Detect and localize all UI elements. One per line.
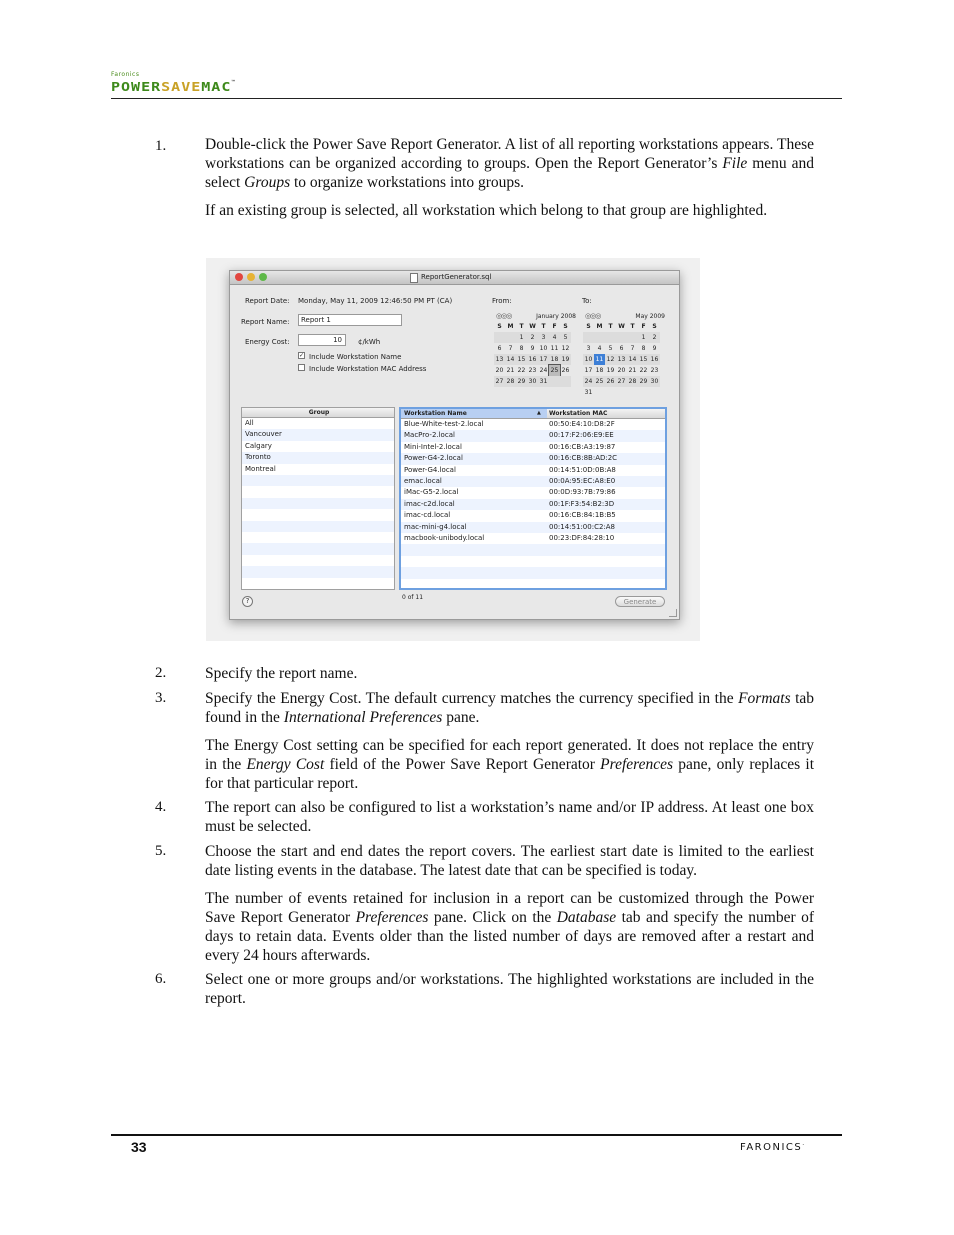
calendar-day[interactable]: 27 [617,378,626,385]
logo-tm: ™ [231,79,236,85]
calendar-day[interactable]: 9 [530,345,535,352]
workstation-row[interactable] [401,567,665,578]
calendar-day[interactable]: 20 [495,367,504,374]
from-label: From: [492,297,512,305]
selection-count: 0 of 11 [402,594,424,601]
generate-button[interactable]: Generate [615,596,665,607]
step-number: 6. [155,971,167,987]
calendar-weekday: S [586,323,591,330]
step-1-note: If an existing group is selected, all workstation which belong to that group are highlighted. [205,202,768,219]
calendar-day[interactable]: 10 [539,345,548,352]
calendar-day[interactable]: 4 [549,332,560,343]
workstation-row[interactable] [401,579,665,590]
group-name: Montreal [245,464,276,473]
calendar-weekday: W [618,323,625,330]
workstation-table[interactable] [399,407,667,590]
energy-unit-label: ¢/kWh [358,338,381,346]
calendar-day [594,332,605,343]
calendar-day[interactable]: 1 [516,332,527,343]
calendar-weekday: T [519,323,524,330]
to-calendar[interactable] [583,312,668,402]
calendar-day[interactable]: 21 [506,367,515,374]
calendar-day[interactable]: 13 [495,356,504,363]
zoom-window-icon[interactable] [259,273,267,281]
group-row[interactable] [242,555,394,566]
workstation-row[interactable] [401,522,665,533]
help-button[interactable]: ? [242,596,253,607]
workstation-mac: 00:17:F2:06:E9:EE [549,431,614,440]
calendar-weekday: S [497,323,502,330]
workstation-name: MacPro-2.local [404,431,455,440]
calendar-day[interactable]: 13 [617,356,626,363]
calendar-day[interactable]: 18 [595,367,604,374]
group-row[interactable] [242,578,394,589]
logo-part-mac: MAC [201,79,232,95]
calendar-day[interactable]: 11 [595,356,604,363]
calendar-weekday: M [596,323,603,330]
window-title: ReportGenerator.sql [421,273,492,281]
calendar-day[interactable]: 30 [650,378,659,385]
sort-ascending-icon[interactable]: ▲ [537,410,541,416]
calendar-day[interactable]: 17 [584,367,593,374]
logo-part-power: POWER [111,79,162,95]
include-mac-label: Include Workstation MAC Address [309,365,427,373]
calendar-day[interactable]: 24 [584,378,593,385]
calendar-weekday: W [529,323,536,330]
calendar-day [494,332,505,343]
calendar-day[interactable]: 5 [608,345,613,352]
calendar-day[interactable]: 15 [639,356,648,363]
from-calendar[interactable] [494,312,579,392]
workstation-mac: 00:0A:95:EC:A8:E0 [549,477,616,485]
calendar-day[interactable]: 15 [517,356,526,363]
step-number: 1. [155,138,167,154]
step-5-note: The number of events retained for inclusion in a report can be customized through the Power Save Report Generator Preferences pane. Click on the Database tab and specify the number of days to retain data. Events older than the listed number of days are removed after a restart and every 24 hours afterwards. [205,890,814,964]
report-date-label: Report Date: [245,297,290,305]
calendar-day[interactable]: 5 [560,332,571,343]
include-name-label: Include Workstation Name [309,353,402,361]
footer-faronics-logo: FARONICS· [740,1142,806,1153]
report-name-label: Report Name: [241,318,290,326]
workstation-name: mac-mini-g4.local [404,522,467,531]
calendar-day[interactable]: 31 [584,389,593,396]
group-name: Calgary [245,441,272,450]
workstation-name: macbook-unibody.local [404,534,485,542]
calendar-day [638,387,649,398]
calendar-day [549,376,560,387]
workstation-mac: 00:0D:93:7B:79:86 [549,488,616,497]
workstation-mac: 00:16:CB:A3:19:87 [549,442,616,451]
group-name: All [245,419,254,427]
workstation-name-header-label: Workstation Name [404,410,467,417]
calendar-grid[interactable] [494,321,571,387]
workstation-name: emac.local [404,477,442,485]
page-number: 33 [131,1139,147,1155]
minimize-window-icon[interactable] [247,273,255,281]
workstation-name: Blue-White-test-2.local [404,420,484,428]
group-row[interactable] [242,509,394,520]
workstation-name: iMac-G5-2.local [404,488,459,497]
workstation-row[interactable] [401,510,665,521]
report-generator-window [229,270,680,620]
workstation-row[interactable] [401,419,665,430]
calendar-day [605,387,616,398]
group-row[interactable] [242,566,394,577]
calendar-day[interactable]: 7 [630,345,635,352]
calendar-day[interactable]: 3 [586,345,591,352]
calendar-day [594,387,605,398]
document-icon [410,273,418,283]
group-row[interactable] [242,441,394,452]
workstation-name: Power-G4-2.local [404,454,463,463]
group-row[interactable] [242,521,394,532]
calendar-day[interactable]: 3 [538,332,549,343]
group-row[interactable] [242,543,394,554]
calendar-day[interactable]: 6 [619,345,624,352]
calendar-day[interactable]: 14 [506,356,515,363]
step-6-text: Select one or more groups and/or workstations. The highlighted workstations are included in the report. [205,971,814,1007]
calendar-day [583,332,594,343]
workstation-row[interactable] [401,430,665,441]
calendar-day [616,387,627,398]
group-row[interactable] [242,498,394,509]
workstation-row[interactable] [401,442,665,453]
workstation-row[interactable] [401,533,665,544]
workstation-mac: 00:23:DF:84:28:10 [549,534,615,542]
calendar-day[interactable]: 20 [617,367,626,374]
workstation-name: imac-cd.local [404,511,451,520]
calendar-day[interactable]: 17 [539,356,548,363]
calendar-weekday: T [608,323,613,330]
report-date-value: Monday, May 11, 2009 12:46:50 PM PT (CA) [298,297,453,305]
workstation-name: Mini-Intel-2.local [404,442,462,451]
to-label: To: [582,297,592,305]
calendar-day[interactable]: 27 [495,378,504,385]
calendar-weekday: M [507,323,514,330]
calendar-day[interactable]: 26 [606,378,615,385]
calendar-day [616,332,627,343]
step-1-text: Double-click the Power Save Report Generator. A list of all reporting workstations appears. These workstations can be organized according to groups. Open the Report Generator’s File menu and select Groups to organize workstations into groups. [205,136,814,191]
workstation-mac: 00:14:51:0D:0B:A8 [549,465,616,474]
calendar-day[interactable]: 9 [652,345,657,352]
calendar-weekday: S [563,323,568,330]
group-name: Toronto [245,453,271,462]
powersave-mac-logo [111,79,236,94]
calendar-weekday: S [652,323,657,330]
calendar-day [605,332,616,343]
calendar-day[interactable]: 8 [519,345,524,352]
calendar-weekday: T [630,323,635,330]
calendar-day[interactable]: 1 [638,332,649,343]
faronics-small-logo: Faronics [111,71,140,78]
calendar-day[interactable]: 7 [508,345,513,352]
calendar-day[interactable]: 30 [528,378,537,385]
step-number: 3. [155,690,167,706]
calendar-day[interactable]: 29 [639,378,648,385]
workstation-row[interactable] [401,487,665,498]
group-column-header[interactable]: Group [242,408,395,418]
workstation-row[interactable] [401,476,665,487]
resize-grip-icon[interactable] [669,609,677,617]
group-name: Vancouver [245,430,282,439]
workstation-row[interactable] [401,453,665,464]
calendar-day [649,387,660,398]
step-number: 2. [155,665,167,681]
group-row[interactable] [242,475,394,486]
step-number: 5. [155,843,167,859]
calendar-day[interactable]: 22 [517,367,526,374]
workstation-table-header [401,409,667,419]
step-2-text: Specify the report name. [205,665,358,682]
group-row[interactable] [242,452,394,463]
calendar-day[interactable]: 6 [497,345,502,352]
calendar-day[interactable]: 2 [527,332,538,343]
calendar-month: May 2009 [635,313,665,320]
header-rule [111,98,842,99]
calendar-day [560,376,571,387]
calendar-day[interactable]: 4 [597,345,602,352]
calendar-nav-icon[interactable]: ◎◎◎ [496,312,512,320]
energy-cost-label: Energy Cost: [245,338,290,346]
step-number: 4. [155,799,167,815]
workstation-name: Power-G4.local [404,465,456,474]
calendar-day[interactable]: 24 [539,367,548,374]
group-row[interactable] [242,464,394,475]
calendar-day[interactable]: 28 [506,378,515,385]
step-5-text: Choose the start and end dates the report covers. The earliest start date is limited to the earliest date listing events in the database. The latest date that can be specified is today. [205,843,814,879]
calendar-day[interactable]: 19 [561,356,570,363]
logo-part-save: SAVE [161,79,202,95]
calendar-day[interactable]: 12 [561,345,570,352]
footer-rule [111,1134,842,1136]
calendar-day[interactable]: 26 [561,367,570,374]
calendar-day[interactable]: 19 [606,367,615,374]
calendar-day [627,332,638,343]
calendar-day[interactable]: 23 [650,367,659,374]
calendar-weekday: T [541,323,546,330]
calendar-day [627,387,638,398]
calendar-day[interactable]: 16 [650,356,659,363]
step-3-note: The Energy Cost setting can be specified for each report generated. It does not replace the entry in the Energy Cost field of the Power Save Report Generator Preferences pane, only replaces it for that particular report. [205,737,814,792]
calendar-day[interactable]: 2 [649,332,660,343]
calendar-weekday: F [641,323,646,330]
calendar-day[interactable]: 16 [528,356,537,363]
step-4-text: The report can also be configured to list a workstation’s name and/or IP address. At least one box must be selected. [205,799,814,835]
workstation-mac: 00:16:CB:8B:AD:2C [549,454,618,463]
calendar-day[interactable]: 23 [528,367,537,374]
step-3-text: Specify the Energy Cost. The default currency matches the currency specified in the Formats tab found in the International Preferences pane. [205,690,815,726]
calendar-day[interactable]: 31 [539,378,548,385]
calendar-day[interactable]: 14 [628,356,637,363]
workstation-mac: 00:50:E4:10:D8:2F [549,420,615,428]
calendar-weekday: F [552,323,557,330]
calendar-day[interactable]: 10 [584,356,593,363]
workstation-mac: 00:14:51:00:C2:A8 [549,522,616,531]
report-name-field[interactable]: Report 1 [298,314,402,326]
calendar-day[interactable]: 11 [550,345,559,352]
group-row[interactable] [242,418,394,429]
workstation-row[interactable] [401,556,665,567]
workstation-name: imac-c2d.local [404,499,455,508]
calendar-day[interactable]: 25 [550,367,559,374]
workstation-row[interactable] [401,465,665,476]
include-name-checkbox[interactable]: ✓ [299,352,305,359]
close-window-icon[interactable] [235,273,243,281]
group-row[interactable] [242,532,394,543]
workstation-row[interactable] [401,499,665,510]
calendar-day[interactable]: 8 [641,345,646,352]
workstation-mac: 00:1F:F3:54:B2:3D [549,499,615,508]
calendar-month: January 2008 [536,313,576,320]
group-row[interactable] [242,486,394,497]
calendar-day[interactable]: 18 [550,356,559,363]
workstation-mac-header[interactable]: Workstation MAC [549,410,608,417]
calendar-grid[interactable] [583,321,660,398]
window-titlebar[interactable] [230,271,679,285]
include-mac-checkbox[interactable] [298,364,305,371]
calendar-day[interactable]: 22 [639,367,648,374]
workstation-row[interactable] [401,544,665,555]
energy-cost-field[interactable]: 10 [298,334,346,346]
group-row[interactable] [242,429,394,440]
calendar-day[interactable]: 12 [606,356,615,363]
calendar-day[interactable]: 28 [628,378,637,385]
workstation-mac: 00:16:CB:84:1B:B5 [549,511,616,520]
calendar-nav-icon[interactable]: ◎◎◎ [585,312,601,320]
group-table[interactable] [241,407,395,590]
calendar-day[interactable]: 21 [628,367,637,374]
calendar-day [505,332,516,343]
calendar-day[interactable]: 25 [595,378,604,385]
calendar-day[interactable]: 29 [517,378,526,385]
